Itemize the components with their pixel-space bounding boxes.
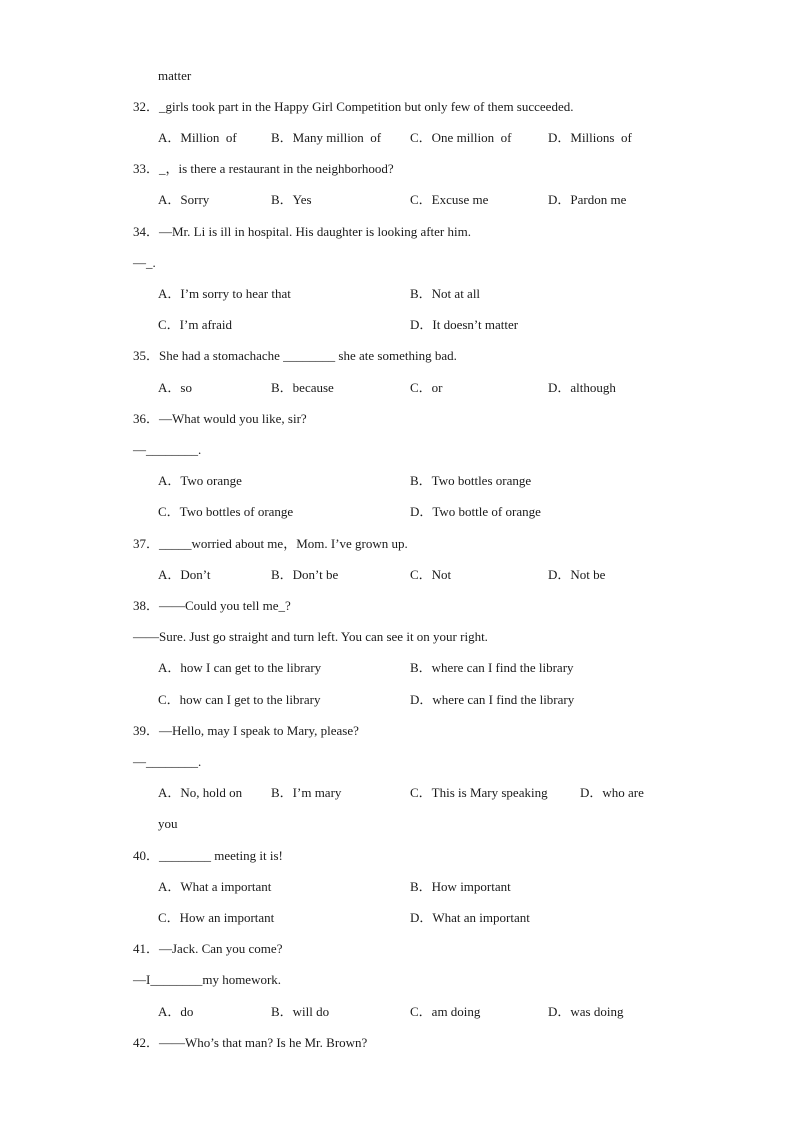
option-d: D．It doesn’t matter <box>410 317 519 332</box>
option-b: B．How important <box>410 879 511 894</box>
option-d: D．Not be <box>548 567 606 582</box>
option-a: A．Two orange <box>158 473 242 488</box>
answer-blank: —________. <box>133 754 202 769</box>
option-c: C．This is Mary speaking <box>410 785 548 800</box>
option-d: D．Pardon me <box>548 192 627 207</box>
answer-blank: —________. <box>133 442 202 457</box>
question-34: 34．—Mr. Li is ill in hospital. His daughter is looking after him. <box>133 224 471 239</box>
question-40: 40．________ meeting it is! <box>133 848 283 863</box>
question-37: 37．_____worried about me，Mom. I’ve grown up. <box>133 536 408 551</box>
option-b: B．Yes <box>271 192 312 207</box>
option-c: C．I’m afraid <box>158 317 233 332</box>
question-32: 32．_girls took part in the Happy Girl Competition but only few of them succeeded. <box>133 99 574 114</box>
option-b: B．Many million of <box>271 130 382 145</box>
option-d: D．although <box>548 380 616 395</box>
option-b: B．Don’t be <box>271 567 339 582</box>
option-a: A．Don’t <box>158 567 211 582</box>
question-text: ——Sure. Just go straight and turn left. You can see it on your right. <box>133 629 488 644</box>
option-d: D．Two bottle of orange <box>410 504 541 519</box>
option-d: D．Millions of <box>548 130 632 145</box>
option-d: D．was doing <box>548 1004 624 1019</box>
option-c: C．One million of <box>410 130 512 145</box>
question-text: you <box>158 816 178 831</box>
option-b: B．I’m mary <box>271 785 342 800</box>
option-c: C．how can I get to the library <box>158 692 321 707</box>
option-c: C．am doing <box>410 1004 481 1019</box>
question-42: 42．——Who’s that man? Is he Mr. Brown? <box>133 1035 368 1050</box>
option-d: D．where can I find the library <box>410 692 575 707</box>
option-c: C．Not <box>410 567 452 582</box>
option-d: D．who are <box>580 785 644 800</box>
option-c: C．Excuse me <box>410 192 489 207</box>
option-c: C．Two bottles of orange <box>158 504 294 519</box>
question-33: 33．_，is there a restaurant in the neighborhood? <box>133 161 394 176</box>
option-a: A．Million of <box>158 130 237 145</box>
option-b: B．where can I find the library <box>410 660 574 675</box>
option-a: A．No, hold on <box>158 785 243 800</box>
question-text: matter <box>158 68 192 83</box>
option-b: B．because <box>271 380 334 395</box>
option-a: A．so <box>158 380 192 395</box>
option-a: A．Sorry <box>158 192 210 207</box>
question-36: 36．—What would you like, sir? <box>133 411 307 426</box>
option-c: C．or <box>410 380 443 395</box>
option-d: D．What an important <box>410 910 530 925</box>
option-a: A．What a important <box>158 879 272 894</box>
option-b: B．will do <box>271 1004 330 1019</box>
option-a: A．do <box>158 1004 194 1019</box>
option-b: B．Not at all <box>410 286 481 301</box>
answer-blank: —I________my homework. <box>133 972 282 987</box>
question-41: 41．—Jack. Can you come? <box>133 941 283 956</box>
option-a: A．I’m sorry to hear that <box>158 286 291 301</box>
option-b: B．Two bottles orange <box>410 473 532 488</box>
answer-blank: —_. <box>133 255 156 270</box>
question-39: 39．—Hello, may I speak to Mary, please? <box>133 723 359 738</box>
option-c: C．How an important <box>158 910 275 925</box>
question-35: 35．She had a stomachache ________ she ate something bad. <box>133 348 457 363</box>
question-38: 38．——Could you tell me_? <box>133 598 291 613</box>
option-a: A．how I can get to the library <box>158 660 322 675</box>
